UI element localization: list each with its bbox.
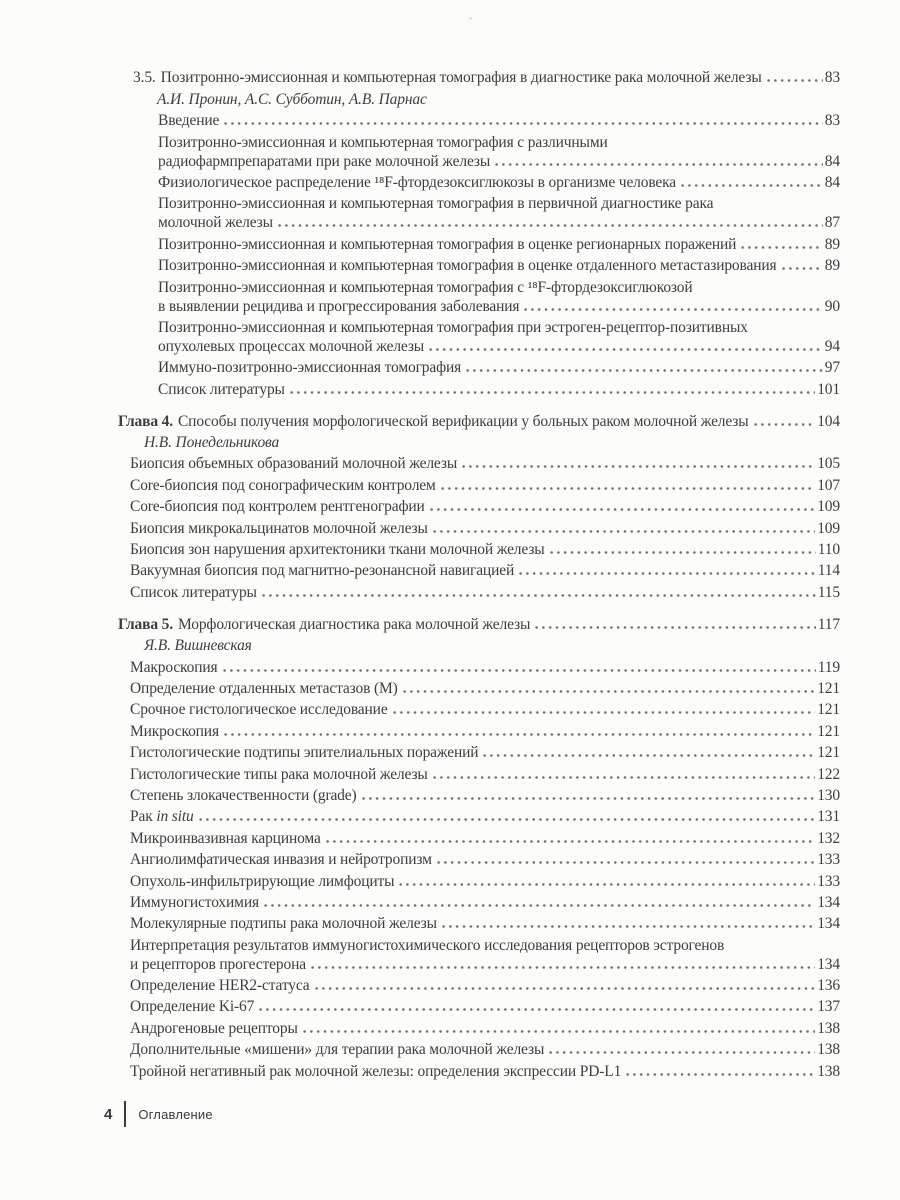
heading-text: Глава 4. Способы получения морфологической верификации у больных раком молочной железы [118,412,749,430]
toc-entry [118,497,840,516]
page-number: 101 [817,380,840,398]
toc-entry [118,318,840,356]
entry-text: Core-биопсия под контролем рентгенографии [130,498,425,516]
dot-leader [430,507,816,511]
dot-leader [441,486,816,490]
toc [118,66,840,1081]
dot-leader [767,78,823,82]
entry-row [130,583,840,602]
page-number: 121 [817,701,840,719]
dot-leader [549,1050,815,1054]
toc-heading [118,615,840,634]
toc-entry [118,976,840,995]
entry-row [130,1019,840,1038]
toc-entry [118,997,840,1016]
entry-row [130,829,840,848]
toc-entry [118,583,840,602]
page-number: 121 [817,744,840,762]
page-number: 87 [824,214,840,232]
toc-entry [118,111,840,130]
entry-row [130,872,840,891]
dot-leader [403,689,816,693]
toc-entry [118,1062,840,1081]
page-number: 109 [817,519,840,537]
entry-row [130,679,840,698]
entry-text: Биопсия микрокальцинатов молочной железы [130,519,428,537]
page-number: 138 [817,1019,840,1037]
page-number: 136 [817,977,840,995]
dot-leader [462,464,815,468]
entry-text: опухолевых процессах молочной железы [158,337,425,355]
entry-row [158,256,840,275]
toc-entry [118,1040,840,1059]
toc-entry [118,540,840,559]
entry-text-line: Позитронно-эмиссионная и компьютерная томография с различными [158,133,608,151]
page-footer [104,1100,213,1128]
toc-entry [118,850,840,869]
toc-authors: Н.В. Понедельникова [144,434,280,452]
toc-entry [118,700,840,719]
entry-text: Степень злокачественности (grade) [130,786,357,804]
dot-leader [681,183,823,187]
toc-block [118,615,840,1081]
heading-text: Глава 5. Морфологическая диагностика рака молочной железы [118,615,531,633]
toc-entry [118,722,840,741]
dot-leader [550,550,816,554]
page-number: 117 [817,615,840,633]
entry-row [158,337,840,356]
toc-entry [118,133,840,171]
dot-leader [519,571,816,575]
entry-row [158,173,840,192]
scan-artifact [469,17,472,20]
toc-entry [118,476,840,495]
toc-entry [118,679,840,698]
toc-entry [118,765,840,784]
entry-row [130,722,840,741]
toc-entry [118,380,840,399]
page-number: 130 [817,786,840,804]
page-number: 121 [817,722,840,740]
page-number: 138 [817,1062,840,1080]
toc-authors: Я.В. Вишневская [144,637,252,655]
heading-number: 3.5. [133,69,156,87]
toc-entry [118,829,840,848]
dot-leader [442,924,815,928]
entry-text: Макроскопия [130,658,218,676]
toc-entry [118,561,840,580]
page-number: 107 [817,476,840,494]
page-number: 97 [824,359,840,377]
dot-leader [495,162,823,166]
entry-row [158,297,840,316]
entry-row [130,976,840,995]
entry-row [158,380,840,399]
dot-leader [393,710,816,714]
entry-text: Иммуногистохимия [130,893,259,911]
entry-text: молочной железы [158,214,273,232]
page-number: 114 [817,562,840,580]
entry-text: Физиологическое распределение ¹⁸F-фтордезоксиглюкозы в организме человека [158,173,677,191]
toc-block [118,68,840,398]
dot-leader [483,753,815,757]
dot-leader [199,817,816,821]
dot-leader [224,732,815,736]
dot-leader [362,796,816,800]
entry-text: Ангиолимфатическая инвазия и нейротропизм [130,851,432,869]
entry-row [130,850,840,869]
page-number: 109 [817,498,840,516]
entry-row [130,658,840,677]
toc-entry [118,893,840,912]
page-number: 105 [817,455,840,473]
page-number: 115 [817,583,840,601]
entry-row [130,1040,840,1059]
dot-leader [278,223,823,227]
page-number: 90 [824,297,840,315]
page-number: 137 [817,998,840,1016]
dot-leader [326,839,815,843]
dot-leader [290,390,815,394]
entry-row [130,765,840,784]
entry-text: и рецепторов прогестерона [130,955,306,973]
toc-entry [118,936,840,974]
entry-row [130,700,840,719]
toc-entry [118,872,840,891]
toc-entry [118,454,840,473]
entry-text: Дополнительные «мишени» для терапии рака молочной железы [130,1041,545,1059]
toc-entry [118,658,840,677]
page-number: 133 [817,851,840,869]
footer-divider [124,1101,126,1127]
entry-row [158,111,840,130]
page-number: 104 [817,412,840,430]
dot-leader [437,860,815,864]
entry-row [130,743,840,762]
page-number: 110 [817,541,840,559]
entry-text: Core-биопсия под сонографическим контролем [130,476,436,494]
entry-row [130,955,840,974]
entry-row [130,1062,840,1081]
heading-number: Глава 5. [118,615,173,633]
entry-text: Микроскопия [130,722,219,740]
toc-heading [118,412,840,431]
dot-leader [433,529,815,533]
dot-leader [429,347,823,351]
toc-heading-row [118,412,840,431]
entry-text: Определение Ki-67 [130,998,255,1016]
entry-text-line: Позитронно-эмиссионная и компьютерная томография при эстроген-рецептор-позитивных [158,318,748,336]
toc-entry [118,358,840,377]
dot-leader [223,668,816,672]
dot-leader [466,368,823,372]
dot-leader [524,307,822,311]
entry-text: Иммуно-позитронно-эмиссионная томография [158,359,462,377]
entry-text: в выявлении рецидива и прогрессирования заболевания [158,297,520,315]
footer-page-number: 4 [104,1105,113,1123]
entry-text: Тройной негативный рак молочной железы: определения экспрессии PD-L1 [130,1062,622,1080]
page-number: 138 [817,1041,840,1059]
page-number: 83 [824,69,840,87]
page-number: 131 [817,808,840,826]
entry-text: Биопсия зон нарушения архитектоники ткани молочной железы [130,541,545,559]
footer-section-label: Оглавление [138,1106,213,1122]
entry-row [158,152,840,171]
page-number: 84 [824,173,840,191]
entry-row [158,358,840,377]
entry-text: Список литературы [130,583,257,601]
toc-entry [118,519,840,538]
dot-leader [303,1029,815,1033]
entry-row [130,454,840,473]
page-number: 94 [824,337,840,355]
heading-number: Глава 4. [118,412,173,430]
toc-entry [118,173,840,192]
entry-text: Гистологические подтипы эпителиальных поражений [130,744,479,762]
entry-text: радиофармпрепаратами при раке молочной железы [158,152,491,170]
page-number: 134 [817,893,840,911]
entry-row [130,997,840,1016]
entry-row [130,519,840,538]
dot-leader [264,903,815,907]
entry-text: Список литературы [158,380,285,398]
dot-leader [626,1072,815,1076]
page-number: 121 [817,679,840,697]
page-number: 122 [817,765,840,783]
toc-heading-row [133,68,840,87]
entry-row [130,476,840,495]
page-number: 133 [817,872,840,890]
toc-entry [118,278,840,316]
entry-row [130,807,840,826]
toc-entry [118,235,840,254]
entry-row [130,497,840,516]
entry-row [158,213,840,232]
entry-text: Молекулярные подтипы рака молочной железы [130,915,437,933]
dot-leader [224,121,823,125]
entry-text-line: Позитронно-эмиссионная и компьютерная томография в первичной диагностике рака [158,195,714,213]
page-number: 134 [817,915,840,933]
toc-entry [118,743,840,762]
toc-entry [118,807,840,826]
dot-leader [311,965,815,969]
dot-leader [535,625,816,629]
entry-row [130,561,840,580]
dot-leader [399,882,815,886]
heading-text: 3.5. Позитронно-эмиссионная и компьютерная томография в диагностике рака молочной железы [133,69,762,87]
page-number: 89 [824,257,840,275]
entry-text: Гистологические типы рака молочной железы [130,765,428,783]
toc-authors: А.И. Пронин, А.С. Субботин, А.В. Парнас [157,90,427,108]
entry-row [158,235,840,254]
entry-row [130,893,840,912]
entry-text: Опухоль-инфильтрирующие лимфоциты [130,872,395,890]
entry-text: Биопсия объемных образований молочной железы [130,455,458,473]
dot-leader [262,593,816,597]
page-number: 134 [817,955,840,973]
toc-heading [118,68,840,87]
dot-leader [754,422,816,426]
page-number: 132 [817,829,840,847]
entry-row [130,786,840,805]
toc-entry [118,914,840,933]
entry-text-line: Интерпретация результатов иммуногистохимического исследования рецепторов эстрогенов [130,936,725,954]
toc-entry [118,256,840,275]
entry-row [130,540,840,559]
toc-heading-row [118,615,840,634]
entry-text: Позитронно-эмиссионная и компьютерная томография в оценке регионарных поражений [158,235,737,253]
dot-leader [259,1007,815,1011]
entry-text: Позитронно-эмиссионная и компьютерная томография в оценке отдаленного метастазирования [158,257,777,275]
dot-leader [741,245,822,249]
page-number: 89 [824,235,840,253]
page-number: 83 [824,112,840,130]
entry-text: Микроинвазивная карцинома [130,829,321,847]
entry-row [130,914,840,933]
entry-text: Вакуумная биопсия под магнитно-резонансной навигацией [130,562,515,580]
entry-text: Определение HER2-статуса [130,977,310,995]
entry-text: Андрогеновые рецепторы [130,1019,298,1037]
entry-text: Срочное гистологическое исследование [130,701,388,719]
entry-text: Определение отдаленных метастазов (М) [130,679,398,697]
toc-entry [118,194,840,232]
entry-text-line: Позитронно-эмиссионная и компьютерная томография с ¹⁸F-фтордезоксиглюкозой [158,278,693,296]
dot-leader [433,775,816,779]
entry-text: Введение [158,112,220,130]
dot-leader [782,266,823,270]
page-number: 119 [817,658,840,676]
toc-entry [118,1019,840,1038]
page-number: 84 [824,152,840,170]
entry-text: Рак in situ [130,808,194,826]
toc-entry [118,786,840,805]
toc-block [118,412,840,602]
dot-leader [315,986,816,990]
